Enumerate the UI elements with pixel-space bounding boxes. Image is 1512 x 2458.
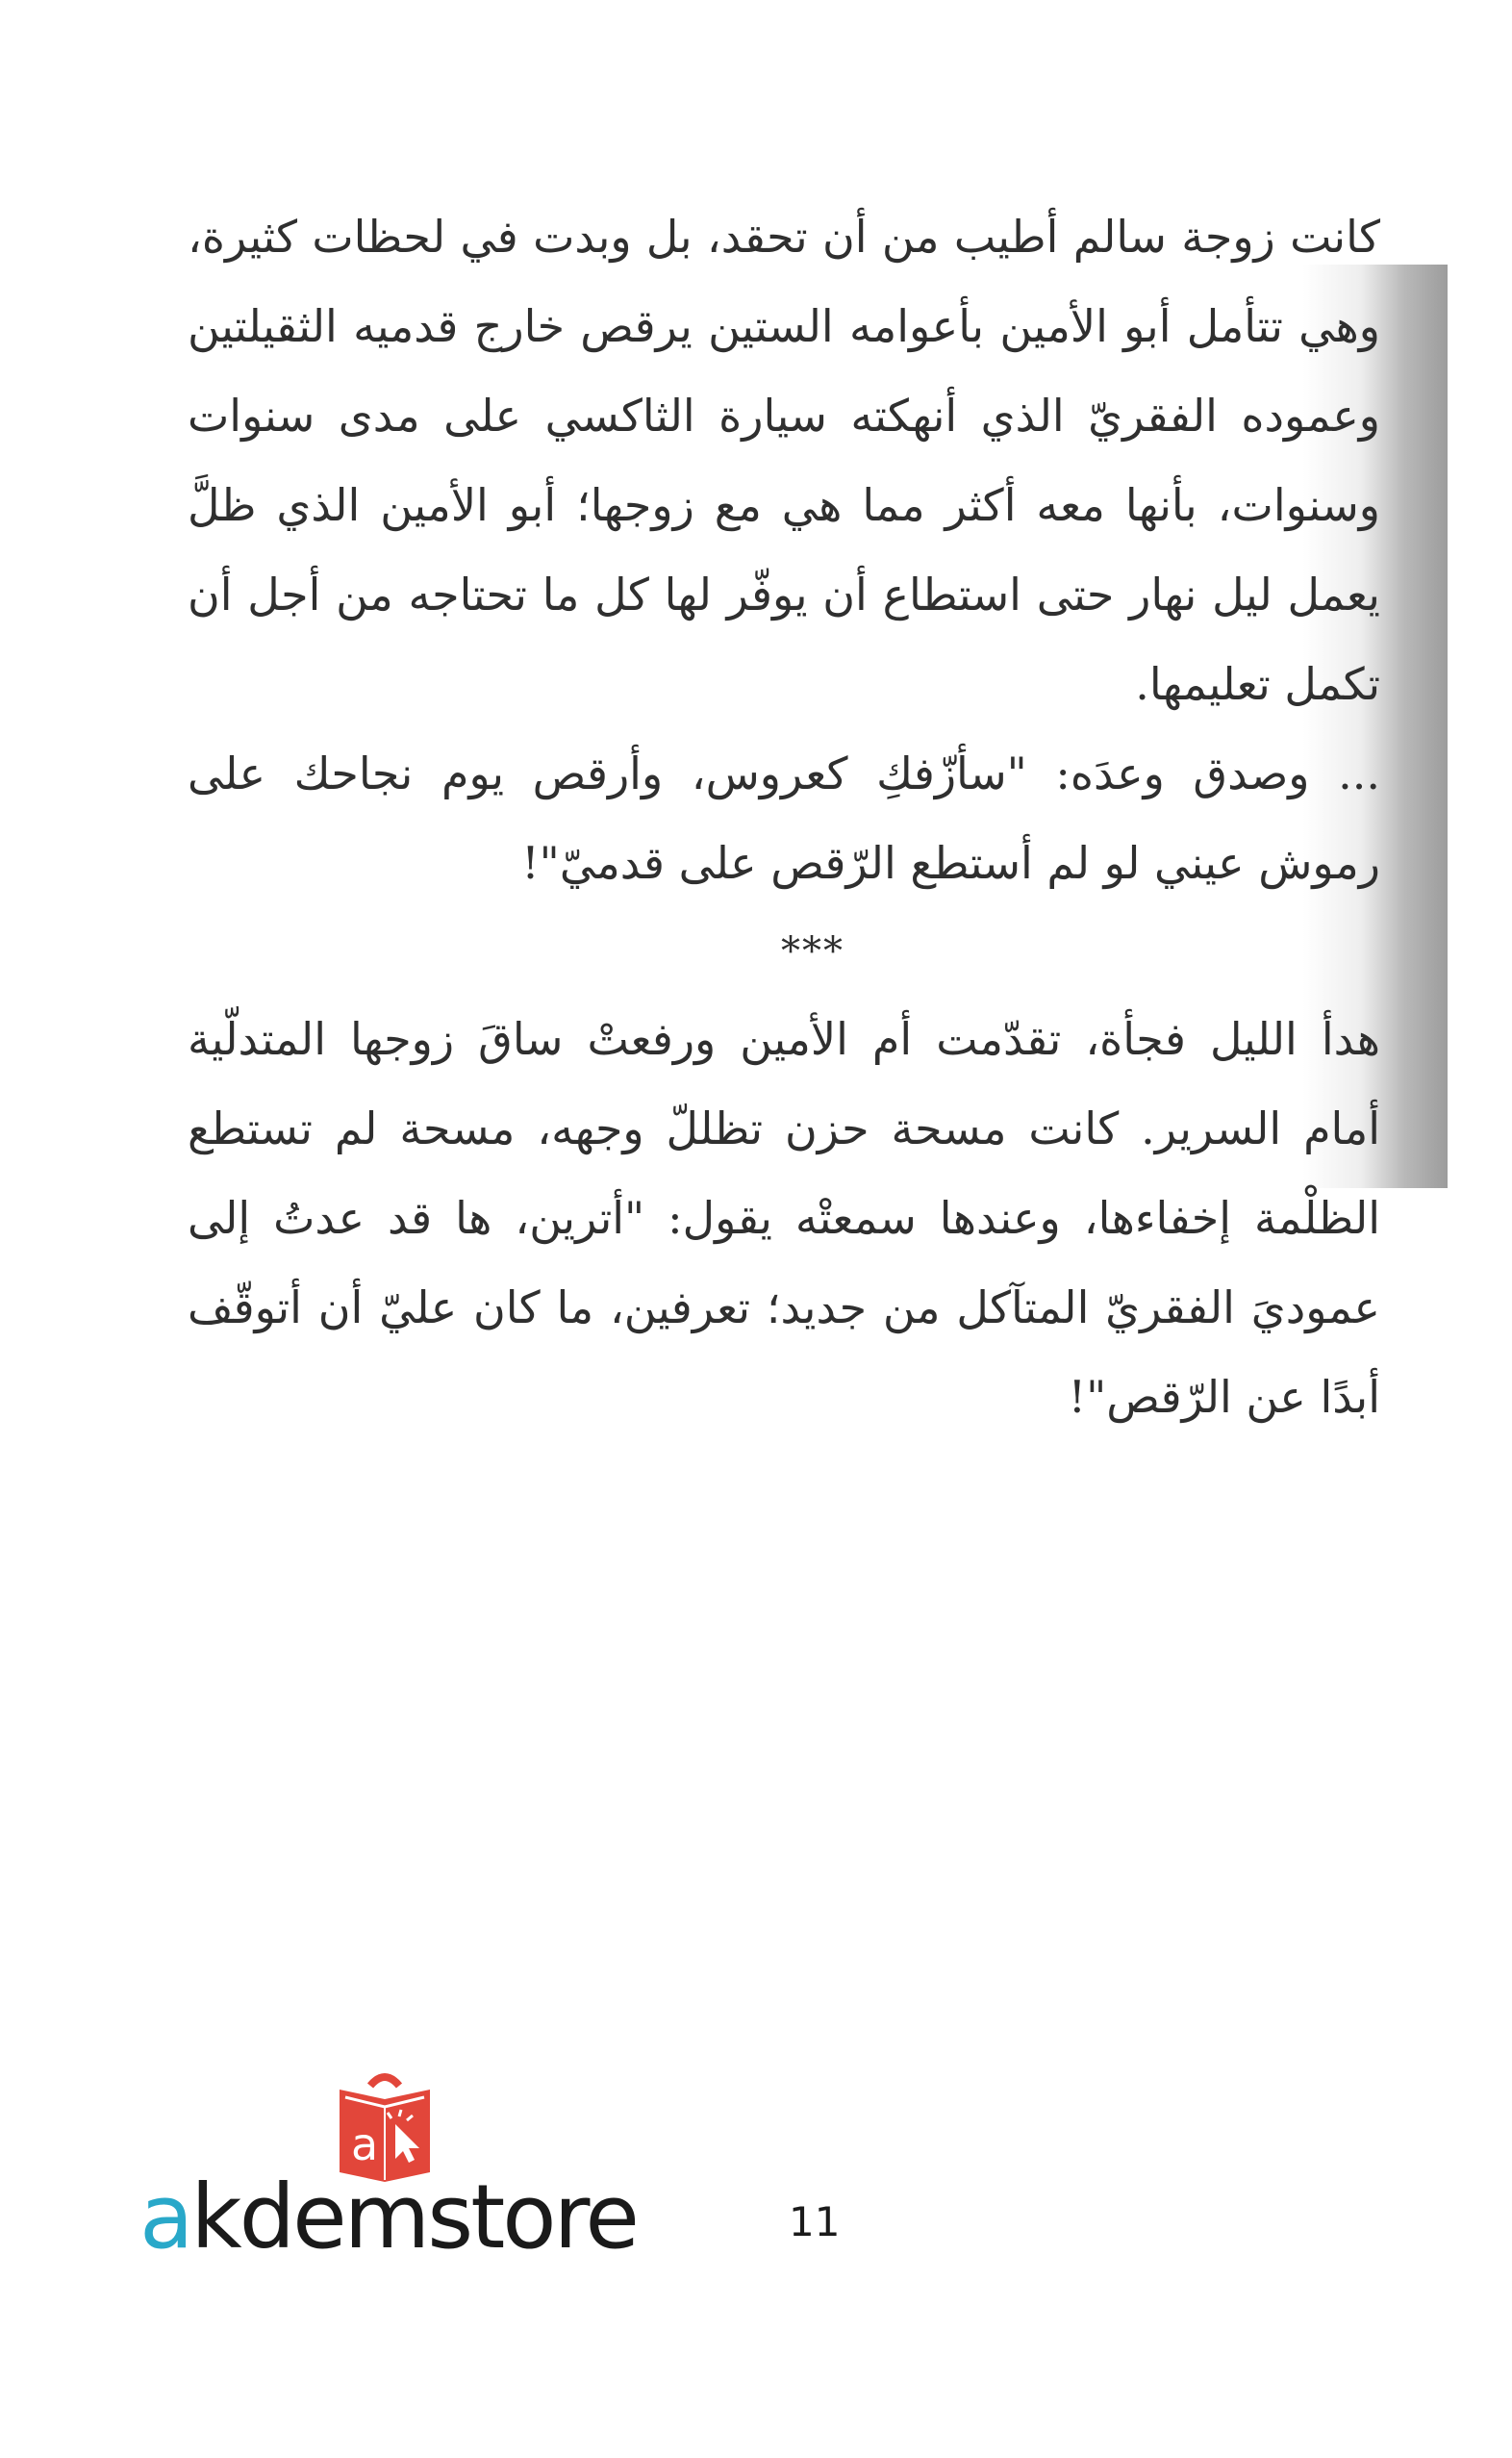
section-separator: *** <box>781 929 844 974</box>
paragraph-3: هدأ الليل فجأة، تقدّمت أم الأمين ورفعتْ ساقَ زوجها المتدلّية أمام السرير. كانت مسحة حزن تظللّ وجهه، مسحة لم تستطع الظلْمة إخفاءها، وعندها سمعتْه يقول: "أترين، ها قد عدتُ إلى عموديَ الفقريّ المتآكل من جديد؛ تعرفين، ما كان عليّ أن أتوقّف أبدًا عن الرّقص"! <box>188 1013 1380 1423</box>
paragraph-1: كانت زوجة سالم أطيب من أن تحقد، بل وبدت في لحظات كثيرة، وهي تتأمل أبو الأمين بأعوامه الستين يرقص خارج قدميه الثقيلتين وعموده الفقريّ الذي أنهكته سيارة الثاكسي على مدى سنوات وسنوات، بأنها معه أكثر مما هي مع زوجها؛ أبو الأمين الذي ظلَّ يعمل ليل نهار حتى استطاع أن يوفّر لها كل ما تحتاجه من أجل أن تكمل تعليمها. <box>188 211 1380 710</box>
logo-first-letter: a <box>139 2166 191 2268</box>
page-text <box>188 192 1380 1442</box>
paragraph-2: ... وصدق وعدَه: "سأزّفكِ كعروس، وأرقص يوم نجاحك على رموش عيني لو لم أستطع الرّقص على قدميّ"! <box>188 748 1380 889</box>
book-letter: a <box>351 2118 379 2170</box>
logo-wordmark <box>139 2165 637 2270</box>
logo-rest: kdemstore <box>190 2166 637 2268</box>
page-number: 11 <box>789 2198 841 2245</box>
akdemstore-logo <box>139 2068 640 2268</box>
